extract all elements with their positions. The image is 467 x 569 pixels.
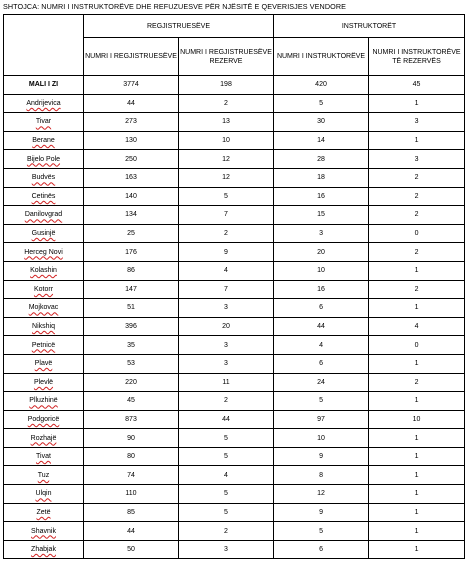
regjistruesve-cell: 220	[84, 373, 179, 392]
column-header-regjistruesve: NUMRI I REGJISTRUESËVE	[84, 38, 179, 76]
instruktoreve-rezerves-cell: 0	[369, 336, 465, 355]
table-row	[4, 485, 465, 504]
table-row	[4, 243, 465, 262]
instruktoreve-rezerves-cell: 1	[369, 299, 465, 318]
regjistruesve-rezerve-cell: 12	[179, 150, 274, 169]
instruktoreve-cell: 6	[274, 354, 369, 373]
municipality-cell	[4, 522, 84, 541]
regjistruesve-rezerve-cell: 5	[179, 187, 274, 206]
table-row	[4, 429, 465, 448]
municipality-cell	[4, 150, 84, 169]
municipality-cell	[4, 299, 84, 318]
instruktoreve-cell: 24	[274, 373, 369, 392]
table-row	[4, 206, 465, 225]
regjistruesve-rezerve-cell: 44	[179, 410, 274, 429]
table-row	[4, 410, 465, 429]
regjistruesve-cell: 44	[84, 522, 179, 541]
regjistruesve-cell: 273	[84, 113, 179, 132]
instruktoreve-cell: 97	[274, 410, 369, 429]
regjistruesve-cell: 80	[84, 447, 179, 466]
regjistruesve-rezerve-cell: 3	[179, 540, 274, 559]
instruktoreve-cell: 8	[274, 466, 369, 485]
column-header-regjistruesve-rezerve: NUMRI I REGJISTRUESËVE REZERVE	[179, 38, 274, 76]
column-header-instruktoreve: NUMRI I INSTRUKTORËVE	[274, 38, 369, 76]
instruktoreve-cell: 20	[274, 243, 369, 262]
municipality-name: Danilovgrad	[24, 211, 63, 219]
municipality-name: Mojkovac	[28, 304, 59, 312]
regjistruesve-rezerve-cell: 2	[179, 224, 274, 243]
total-instruktoreve: 420	[274, 76, 369, 95]
table-row	[4, 447, 465, 466]
municipality-cell	[4, 503, 84, 522]
instruktoreve-rezerves-cell: 3	[369, 150, 465, 169]
instruktoreve-cell: 10	[274, 261, 369, 280]
regjistruesve-rezerve-cell: 4	[179, 466, 274, 485]
instruktoreve-rezerves-cell: 1	[369, 485, 465, 504]
instruktoreve-rezerves-cell: 1	[369, 94, 465, 113]
table-row	[4, 131, 465, 150]
municipality-name: Tivar	[35, 118, 52, 126]
instruktoreve-rezerves-cell: 1	[369, 447, 465, 466]
regjistruesve-rezerve-cell: 4	[179, 261, 274, 280]
instruktoreve-rezerves-cell: 1	[369, 522, 465, 541]
instruktoreve-rezerves-cell: 2	[369, 280, 465, 299]
total-regjistruesve-rezerve: 198	[179, 76, 274, 95]
municipality-cell	[4, 429, 84, 448]
table-row	[4, 540, 465, 559]
group-header-instruktoret: INSTRUKTORËT	[274, 15, 465, 38]
instruktoreve-rezerves-cell: 1	[369, 429, 465, 448]
instruktoreve-cell: 4	[274, 336, 369, 355]
municipality-cell	[4, 392, 84, 411]
municipality-cell	[4, 447, 84, 466]
regjistruesve-cell: 90	[84, 429, 179, 448]
municipality-cell	[4, 354, 84, 373]
instruktoreve-cell: 15	[274, 206, 369, 225]
table-row	[4, 150, 465, 169]
table-row	[4, 280, 465, 299]
regjistruesve-rezerve-cell: 11	[179, 373, 274, 392]
regjistruesve-rezerve-cell: 12	[179, 168, 274, 187]
instruktoreve-cell: 16	[274, 280, 369, 299]
municipality-name: Podgoricë	[27, 415, 60, 423]
regjistruesve-cell: 176	[84, 243, 179, 262]
instruktoreve-rezerves-cell: 1	[369, 261, 465, 280]
column-header-instruktoreve-rezerves: NUMRI I INSTRUKTORËVE TË REZERVËS	[369, 38, 465, 76]
table-row	[4, 336, 465, 355]
regjistruesve-cell: 130	[84, 131, 179, 150]
regjistruesve-rezerve-cell: 5	[179, 485, 274, 504]
table-row	[4, 392, 465, 411]
municipality-cell	[4, 168, 84, 187]
instruktoreve-cell: 14	[274, 131, 369, 150]
table-body	[4, 76, 465, 559]
regjistruesve-rezerve-cell: 3	[179, 354, 274, 373]
instruktoreve-cell: 18	[274, 168, 369, 187]
total-name: MALI I ZI	[4, 76, 84, 95]
instruktoreve-cell: 5	[274, 522, 369, 541]
corner-cell	[4, 15, 84, 76]
group-header-regjistruesve: REGJISTRUESËVE	[84, 15, 274, 38]
table-row	[4, 168, 465, 187]
table-row	[4, 373, 465, 392]
instruktoreve-cell: 6	[274, 299, 369, 318]
municipality-name: Herceg Novi	[24, 248, 63, 256]
municipality-cell	[4, 206, 84, 225]
municipality-cell	[4, 261, 84, 280]
instruktoreve-rezerves-cell: 3	[369, 113, 465, 132]
instruktoreve-cell: 5	[274, 94, 369, 113]
municipality-name: Kolashin	[30, 267, 57, 275]
municipality-name: Budvës	[31, 174, 56, 182]
instruktoreve-rezerves-cell: 1	[369, 131, 465, 150]
municipality-cell	[4, 131, 84, 150]
instruktoreve-rezerves-cell: 2	[369, 206, 465, 225]
regjistruesve-cell: 86	[84, 261, 179, 280]
municipality-cell	[4, 336, 84, 355]
table-row	[4, 224, 465, 243]
regjistruesve-cell: 163	[84, 168, 179, 187]
municipality-cell	[4, 373, 84, 392]
instruktoreve-rezerves-cell: 1	[369, 503, 465, 522]
municipality-cell	[4, 485, 84, 504]
instruktoreve-rezerves-cell: 0	[369, 224, 465, 243]
regjistruesve-rezerve-cell: 20	[179, 317, 274, 336]
municipality-name: Bijelo Pole	[26, 155, 61, 163]
regjistruesve-cell: 25	[84, 224, 179, 243]
table-row	[4, 317, 465, 336]
regjistruesve-rezerve-cell: 7	[179, 206, 274, 225]
instruktoreve-cell: 5	[274, 392, 369, 411]
instruktoreve-cell: 6	[274, 540, 369, 559]
table-row	[4, 503, 465, 522]
regjistruesve-cell: 53	[84, 354, 179, 373]
municipality-name: Ulqin	[35, 490, 52, 498]
municipality-name: Cetinës	[31, 192, 56, 200]
regjistruesve-cell: 85	[84, 503, 179, 522]
municipality-cell	[4, 94, 84, 113]
instruktoreve-cell: 28	[274, 150, 369, 169]
instruktoreve-cell: 9	[274, 447, 369, 466]
regjistruesve-cell: 45	[84, 392, 179, 411]
municipality-name: Nikshiq	[32, 323, 55, 331]
regjistruesve-cell: 74	[84, 466, 179, 485]
regjistruesve-rezerve-cell: 2	[179, 522, 274, 541]
regjistruesve-rezerve-cell: 5	[179, 447, 274, 466]
municipality-cell	[4, 113, 84, 132]
instruktoreve-cell: 12	[274, 485, 369, 504]
regjistruesve-rezerve-cell: 5	[179, 429, 274, 448]
table-row	[4, 299, 465, 318]
regjistruesve-rezerve-cell: 5	[179, 503, 274, 522]
instruktoreve-cell: 3	[274, 224, 369, 243]
instruktoreve-rezerves-cell: 1	[369, 540, 465, 559]
table-row	[4, 354, 465, 373]
regjistruesve-rezerve-cell: 2	[179, 94, 274, 113]
total-regjistruesve: 3774	[84, 76, 179, 95]
instruktoreve-cell: 10	[274, 429, 369, 448]
regjistruesve-rezerve-cell: 3	[179, 336, 274, 355]
instruktoreve-rezerves-cell: 2	[369, 373, 465, 392]
instruktoreve-cell: 30	[274, 113, 369, 132]
municipality-cell	[4, 410, 84, 429]
instruktoreve-rezerves-cell: 4	[369, 317, 465, 336]
municipality-cell	[4, 224, 84, 243]
municipality-name: Zetë	[36, 508, 51, 516]
municipality-name: Berane	[32, 137, 55, 145]
regjistruesve-cell: 50	[84, 540, 179, 559]
instruktoreve-rezerves-cell: 10	[369, 410, 465, 429]
table-row	[4, 113, 465, 132]
municipality-name: Plavë	[34, 360, 53, 368]
instruktoreve-cell: 9	[274, 503, 369, 522]
table-row	[4, 466, 465, 485]
municipality-name: Petnicë	[31, 341, 56, 349]
regjistruesve-cell: 250	[84, 150, 179, 169]
table-row	[4, 522, 465, 541]
regjistruesve-cell: 873	[84, 410, 179, 429]
municipality-cell	[4, 317, 84, 336]
total-instruktoreve-rezerves: 45	[369, 76, 465, 95]
municipality-name: Plevlë	[33, 378, 54, 386]
municipality-name: Andrijevica	[26, 99, 61, 107]
municipality-name: Rozhajë	[30, 434, 57, 442]
municipality-cell	[4, 280, 84, 299]
municipality-name: Gusinjë	[31, 230, 56, 238]
municipality-cell	[4, 466, 84, 485]
regjistruesve-rezerve-cell: 13	[179, 113, 274, 132]
regjistruesve-cell: 140	[84, 187, 179, 206]
instruktoreve-cell: 16	[274, 187, 369, 206]
document-caption: SHTOJCA: NUMRI I INSTRUKTORËVE DHE REFUZUESVE PËR NJËSITË E QEVERISJES VENDORE	[3, 2, 347, 11]
municipality-name: Kotorr	[33, 285, 54, 293]
instruktoreve-rezerves-cell: 2	[369, 168, 465, 187]
municipality-cell	[4, 243, 84, 262]
municipality-cell	[4, 540, 84, 559]
group-header-row	[4, 15, 465, 38]
municipality-name: Tivat	[36, 453, 51, 461]
instruktoreve-rezerves-cell: 1	[369, 466, 465, 485]
data-table	[3, 14, 465, 559]
table-row	[4, 94, 465, 113]
municipality-name: Shavnik	[31, 527, 56, 535]
instruktoreve-rezerves-cell: 2	[369, 187, 465, 206]
regjistruesve-rezerve-cell: 9	[179, 243, 274, 262]
regjistruesve-cell: 396	[84, 317, 179, 336]
instruktoreve-cell: 44	[274, 317, 369, 336]
municipality-name: Plluzhinë	[29, 397, 58, 405]
regjistruesve-rezerve-cell: 10	[179, 131, 274, 150]
regjistruesve-cell: 134	[84, 206, 179, 225]
municipality-name: Zhabjak	[31, 546, 56, 554]
regjistruesve-cell: 35	[84, 336, 179, 355]
municipality-cell	[4, 187, 84, 206]
instruktoreve-rezerves-cell: 2	[369, 243, 465, 262]
total-row	[4, 76, 465, 95]
instruktoreve-rezerves-cell: 1	[369, 392, 465, 411]
instruktoreve-rezerves-cell: 1	[369, 354, 465, 373]
regjistruesve-cell: 147	[84, 280, 179, 299]
regjistruesve-rezerve-cell: 7	[179, 280, 274, 299]
table-row	[4, 187, 465, 206]
regjistruesve-rezerve-cell: 2	[179, 392, 274, 411]
municipality-name: Tuz	[37, 471, 50, 479]
regjistruesve-cell: 51	[84, 299, 179, 318]
regjistruesve-cell: 44	[84, 94, 179, 113]
regjistruesve-cell: 110	[84, 485, 179, 504]
table-row	[4, 261, 465, 280]
regjistruesve-rezerve-cell: 3	[179, 299, 274, 318]
